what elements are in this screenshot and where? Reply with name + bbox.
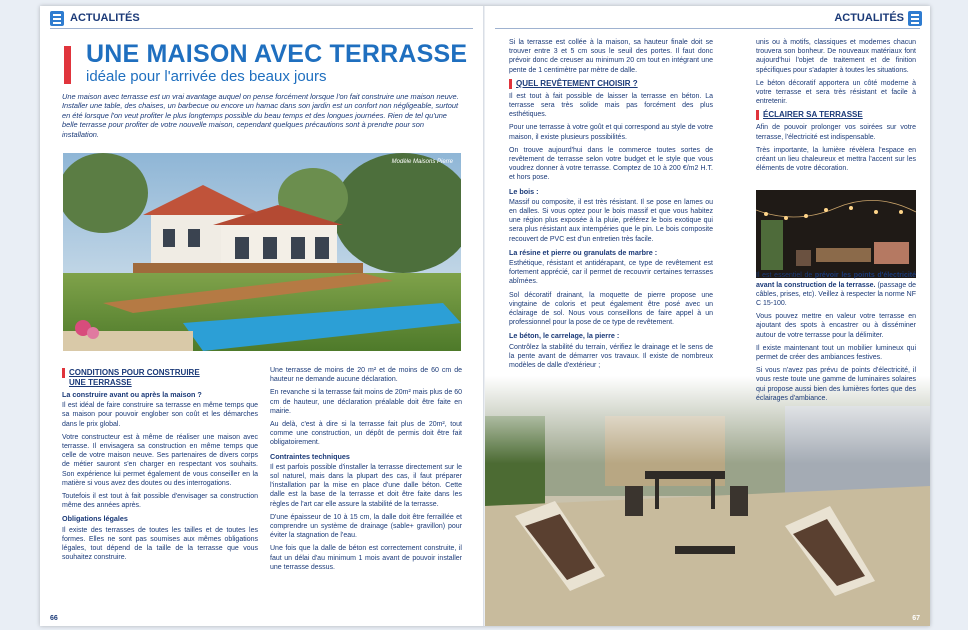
subheading: Contraintes techniques — [270, 451, 350, 461]
subheading: Le bois : — [509, 186, 539, 196]
left-column-1 — [62, 366, 258, 566]
paragraph: unis ou à motifs, classiques et modernes chacun trouvera son bonheur. De nouveaux matériaux font aujourd'hui l'objet de traitement et de finition spécifiques pour s'adapter à toutes les situations. — [756, 39, 916, 74]
intro-paragraph: Une maison avec terrasse est un vrai avantage auquel on pense forcément lorsque l'on fait construire une maison neuve. Installer une table, des chaises, un barbecue ou encore un hamac dans son jardin est un confort non négligeable, surtout en été lorsque l'on veut profiter le plus longtemps possible du beau temps et des longues journées. Rien de tel qu'une belle terrasse pour profiter de votre nouvelle maison, cependant quelques précautions sont à prendre pour son installation. — [62, 92, 459, 139]
subheading: Le béton, le carrelage, la pierre : — [509, 331, 620, 341]
right-page — [485, 6, 930, 626]
paragraph: Il est parfois possible d'installer la terrasse directement sur le sol naturel, mais dans la plupart des cas, il faut préparer l'installation par la mise en place d'une dalle béton. Cette dalle est la base de la terrasse et doit être faite dans les règles de l'art car elle assure la stabilité de la terrasse. — [270, 463, 462, 508]
house-photo — [63, 153, 461, 351]
section-heading-revetement: QUEL REVÊTEMENT CHOISIR ? — [509, 79, 713, 89]
subheading: La résine et pierre ou granulats de marbre : — [509, 247, 658, 257]
paragraph: Votre constructeur est à même de réaliser une maison avec terrasse. Il envisagera sa construction en même temps que celle de votre maison neuve. Ses partenaires de divers corps de métier sauront s'en charger en respectant vos souhaits. Son expérience lui permet également de vous conseiller en la matière si vous avez des doutes ou des interrogations. — [62, 433, 258, 487]
magazine-spread — [40, 6, 930, 626]
page-number: 67 — [912, 615, 920, 622]
heading-accent — [509, 79, 512, 89]
newspaper-icon — [908, 11, 922, 26]
paragraph: Afin de pouvoir prolonger vos soirées sur votre terrasse, l'électricité est indispensable. — [756, 124, 916, 141]
rubric-label: ACTUALITÉS — [70, 12, 140, 24]
paragraph: Au delà, c'est à dire si la terrasse fait plus de 20m², tout comme une construction, un dépôt de permis doit être fait obligatoirement. — [270, 421, 462, 447]
paragraph: Pour une terrasse à votre goût et qui correspond au style de votre maison, il existe plusieurs possibilités. — [509, 124, 713, 141]
paragraph: Très importante, la lumière révèlera l'espace en créant un lieu chaleureux et mettra l'accent sur les éléments de votre décoration. — [756, 146, 916, 173]
paragraph: Il existe maintenant tout un mobilier lumineux qui permet de créer des ambiances festives. — [756, 344, 916, 362]
header-rule — [495, 28, 920, 29]
subheading: Obligations légales — [62, 514, 128, 524]
left-page — [40, 6, 483, 626]
page-number: 66 — [50, 615, 58, 622]
heading-accent — [62, 368, 65, 378]
newspaper-icon — [50, 11, 64, 26]
paragraph: D'une épaisseur de 10 à 15 cm, la dalle doit être ferraillée et comprendre un système de drainage (sable+ gravillon) pour éviter la stagnation de l'eau. — [270, 513, 462, 540]
paragraph: Si vous n'avez pas prévu de points d'électricité, il vous reste toute une gamme de luminaires solaires qui propose aussi bien des lumières fortes que des éclairages d'ambiance. — [756, 367, 916, 402]
paragraph: Le béton décoratif apportera un côté moderne à votre terrasse et sera très résistant et facile à entretenir. — [756, 79, 916, 106]
subheading: La construire avant ou après la maison ? — [62, 390, 202, 399]
rubric-label: ACTUALITÉS — [834, 12, 904, 24]
left-column-2 — [270, 366, 462, 576]
paragraph: Contrôlez la stabilité du terrain, vérifiez le drainage et le sens de la pente avant de démarrer vos travaux. Il existe de nombreux modèles de dalle d'extérieur ; — [509, 343, 713, 370]
paragraph: Massif ou composite, il est très résistant. Il se pose en lames ou en dalles. Si vous optez pour le bois massif et que vous habitez une région plus exposée à la pluie, préférez le bois exotique qui sera plus résistant aux intempéries que le pin. Le bois composite recouvert de PVC est d'un entretien très facile. — [509, 198, 713, 243]
heading-accent — [756, 110, 759, 120]
house-illustration — [63, 153, 461, 351]
paragraph: Vous pouvez mettre en valeur votre terrasse en ajoutant des spots à encastrer ou à disséminer autour de votre terrasse pour la délimiter. — [756, 313, 916, 339]
page-title: UNE MAISON AVEC TERRASSE — [86, 40, 468, 68]
patio-photo — [485, 376, 930, 626]
paragraph: Esthétique, résistant et antidérapant, ce type de revêtement est fortement apprécié, car il permet de recouvrir certaines terrasses abîmées. — [509, 260, 713, 286]
photo-caption: Modèle Maisons Pierre — [391, 159, 453, 165]
page-subtitle: idéale pour l'arrivée des beaux jours — [86, 68, 327, 85]
paragraph: Une fois que la dalle de béton est correctement construite, il faut un délai d'au minimum 1 mois avant de pouvoir installer une terrasse dessus. — [270, 545, 462, 571]
paragraph: Il est essentiel de prévoir les points d'électricité avant la construction de la terrasse. (passage de câbles, prises, etc). Veillez à respecter la norme NF C 15-100. — [756, 272, 917, 308]
section-heading-eclairage: ÉCLAIRER SA TERRASSE — [756, 110, 916, 120]
paragraph: Toutefois il est tout à fait possible d'envisager sa construction même des années après. — [62, 493, 258, 510]
section-heading-conditions: CONDITIONS POUR CONSTRUIRE UNE TERRASSE — [62, 368, 258, 387]
paragraph: Il est tout à fait possible de laisser la terrasse en béton. La terrasse sera très solide mais pas forcément des plus esthétiques. — [509, 92, 713, 119]
paragraph: On trouve aujourd'hui dans le commerce toutes sortes de revêtement de terrasse selon votre budget et le style que vous voudrez donner à votre terrasse. Comptez de 10 à 200 €/m2 H.T. et hors pose. — [509, 146, 713, 182]
right-column-1 — [509, 38, 713, 374]
patio-illustration — [485, 376, 930, 626]
right-column-2 — [756, 38, 916, 407]
header-rule — [50, 28, 473, 29]
paragraph: Il existe des terrasses de toutes les tailles et de toutes les formes. Elles ne sont pas soumises aux mêmes obligations légales, tout dépend de la taille de la terrasse que vous souhaitez construire. — [62, 526, 258, 562]
photo-spacer — [756, 177, 916, 271]
paragraph: Il est idéal de faire construire sa terrasse en même temps que sa maison pour pouvoir englober son coût et les démarches dans le prix global. — [62, 402, 258, 428]
paragraph: Une terrasse de moins de 20 m² et de moins de 60 cm de hauteur ne demande aucune déclaration. — [270, 367, 462, 384]
paragraph: Sol décoratif drainant, la moquette de pierre propose une vingtaine de coloris et peut également être posé avec un éclairage de sol. Nous vous conseillons de faire appel à un professionnel pour la pose de ce type de revêtement. — [509, 291, 713, 327]
paragraph: Si la terrasse est collée à la maison, sa hauteur finale doit se trouver entre 3 et 5 cm sous le seuil des portes. Il faut donc prévoir donc de creuser au minimum 20 cm tout en intégrant une pente de 1 centimètre par mètre de dalle. — [509, 39, 713, 74]
title-accent-bar — [64, 46, 71, 84]
paragraph: En revanche si la terrasse fait moins de 20m² mais plus de 60 cm de hauteur, une déclaration préalable doit être faite en mairie. — [270, 389, 462, 415]
